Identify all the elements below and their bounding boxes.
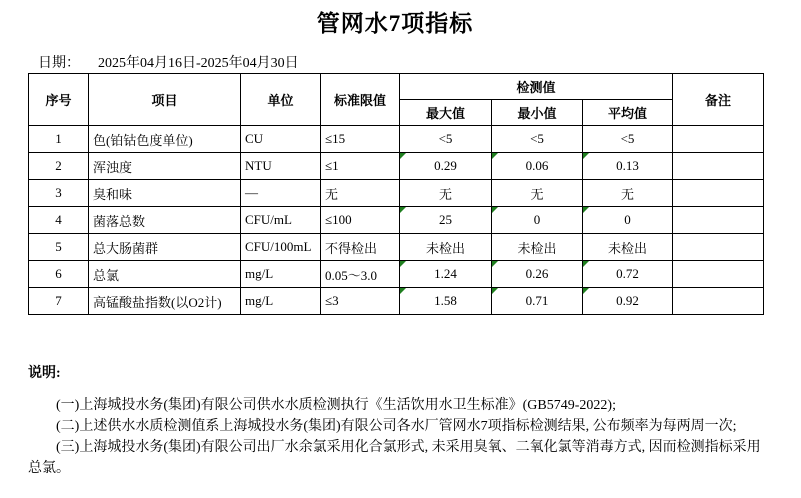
cell-min-value: 0 xyxy=(533,212,541,227)
cell-min-value: 无 xyxy=(530,186,544,202)
cell-max xyxy=(400,207,492,234)
cell-min-value: 0.71 xyxy=(525,293,549,308)
cell-avg xyxy=(583,234,673,261)
header-detection-group: 检测值 xyxy=(400,74,673,100)
table-header xyxy=(29,74,764,126)
excel-flag-triangle-icon xyxy=(400,261,406,267)
cell-max xyxy=(400,261,492,288)
cell-avg-value: 无 xyxy=(621,186,635,202)
header-remark: 备注 xyxy=(673,74,764,126)
cell-max xyxy=(400,234,492,261)
cell-min xyxy=(492,126,583,153)
cell-item: 总大肠菌群 xyxy=(89,234,241,261)
table-row xyxy=(29,207,764,234)
cell-min-value: 未检出 xyxy=(517,240,557,256)
cell-unit: CFU/100mL xyxy=(241,234,321,261)
cell-limit: 0.05～3.0 xyxy=(321,261,400,288)
header-min: 最小值 xyxy=(492,100,583,126)
excel-flag-triangle-icon xyxy=(400,153,406,159)
header-avg: 平均值 xyxy=(583,100,673,126)
cell-min-value: 0.06 xyxy=(525,158,549,173)
notes-heading: 说明: xyxy=(28,366,61,381)
cell-item: 高锰酸盐指数(以O2计) xyxy=(89,288,241,315)
cell-avg xyxy=(583,207,673,234)
cell-max xyxy=(400,126,492,153)
table-row xyxy=(29,180,764,207)
table-row xyxy=(29,126,764,153)
cell-avg-value: 0 xyxy=(624,212,631,227)
excel-flag-triangle-icon xyxy=(492,207,498,213)
page-title: 管网水7项指标 xyxy=(316,11,474,36)
cell-max-value: <5 xyxy=(438,131,453,146)
cell-remark xyxy=(673,153,764,180)
date-value: 2025年04月16日-2025年04月30日 xyxy=(98,56,299,71)
cell-seq: 7 xyxy=(29,288,89,315)
note-item-1: (一)上海城投水务(集团)有限公司供水水质检测执行《生活饮用水卫生标准》(GB5749-2022); xyxy=(56,398,616,413)
cell-max xyxy=(400,153,492,180)
excel-flag-triangle-icon xyxy=(492,153,498,159)
cell-min xyxy=(492,153,583,180)
cell-seq: 6 xyxy=(29,261,89,288)
cell-min xyxy=(492,207,583,234)
cell-limit: ≤1 xyxy=(321,153,400,180)
cell-seq: 3 xyxy=(29,180,89,207)
table-row xyxy=(29,234,764,261)
cell-remark xyxy=(673,288,764,315)
cell-avg-value: 0.72 xyxy=(616,266,639,281)
cell-min xyxy=(492,180,583,207)
cell-avg xyxy=(583,261,673,288)
cell-remark xyxy=(673,234,764,261)
header-limit: 标准限值 xyxy=(321,74,400,126)
header-unit: 单位 xyxy=(241,74,321,126)
note-item-2: (二)上述供水水质检测值系上海城投水务(集团)有限公司各水厂管网水7项指标检测结果, 公布频率为每两周一次; xyxy=(56,419,737,434)
cell-avg xyxy=(583,288,673,315)
cell-unit: NTU xyxy=(241,153,321,180)
table-body xyxy=(29,126,764,315)
cell-remark xyxy=(673,261,764,288)
cell-seq: 1 xyxy=(29,126,89,153)
cell-remark xyxy=(673,126,764,153)
excel-flag-triangle-icon xyxy=(492,288,498,294)
cell-item: 浑浊度 xyxy=(89,153,241,180)
cell-item: 总氯 xyxy=(89,261,241,288)
cell-seq: 4 xyxy=(29,207,89,234)
notes-body xyxy=(28,395,773,479)
excel-flag-triangle-icon xyxy=(492,261,498,267)
cell-max-value: 0.29 xyxy=(434,158,457,173)
excel-flag-triangle-icon xyxy=(400,207,406,213)
cell-unit: CFU/mL xyxy=(241,207,321,234)
date-row xyxy=(38,51,801,73)
excel-flag-triangle-icon xyxy=(400,288,406,294)
cell-max xyxy=(400,288,492,315)
table-row xyxy=(29,153,764,180)
cell-item: 菌落总数 xyxy=(89,207,241,234)
cell-seq: 5 xyxy=(29,234,89,261)
cell-limit: ≤100 xyxy=(321,207,400,234)
cell-remark xyxy=(673,180,764,207)
cell-min-value: <5 xyxy=(530,131,544,146)
cell-unit: mg/L xyxy=(241,288,321,315)
cell-max-value: 1.58 xyxy=(434,293,457,308)
cell-avg xyxy=(583,126,673,153)
cell-avg-value: 0.92 xyxy=(616,293,639,308)
cell-max xyxy=(400,180,492,207)
cell-avg xyxy=(583,180,673,207)
notes-section xyxy=(28,362,773,479)
cell-item: 色(铂钴色度单位) xyxy=(89,126,241,153)
cell-avg xyxy=(583,153,673,180)
cell-avg-value: 未检出 xyxy=(608,240,648,256)
table-row xyxy=(29,261,764,288)
excel-flag-triangle-icon xyxy=(583,207,589,213)
note-item-3: (三)上海城投水务(集团)有限公司出厂水余氯采用化合氯形式, 未采用臭氧、二氧化氯等消毒方式, 因而检测指标采用总氯。 xyxy=(28,440,761,476)
cell-max-value: 未检出 xyxy=(425,240,465,256)
indicators-table xyxy=(28,73,764,315)
cell-limit: ≤15 xyxy=(321,126,400,153)
cell-avg-value: 0.13 xyxy=(616,158,639,173)
header-max: 最大值 xyxy=(400,100,492,126)
cell-limit: 无 xyxy=(321,180,400,207)
cell-min xyxy=(492,234,583,261)
cell-unit: CU xyxy=(241,126,321,153)
cell-max-value: 25 xyxy=(439,212,452,227)
cell-limit: ≤3 xyxy=(321,288,400,315)
cell-max-value: 无 xyxy=(438,186,452,202)
cell-min xyxy=(492,288,583,315)
header-seq: 序号 xyxy=(29,74,89,126)
excel-flag-triangle-icon xyxy=(583,153,589,159)
date-label: 日期： xyxy=(38,56,80,71)
cell-limit: 不得检出 xyxy=(321,234,400,261)
table-row xyxy=(29,288,764,315)
cell-avg-value: <5 xyxy=(620,131,635,146)
cell-min xyxy=(492,261,583,288)
cell-min-value: 0.26 xyxy=(525,266,549,281)
cell-item: 臭和味 xyxy=(89,180,241,207)
header-item: 项目 xyxy=(89,74,241,126)
cell-remark xyxy=(673,207,764,234)
cell-seq: 2 xyxy=(29,153,89,180)
excel-flag-triangle-icon xyxy=(583,261,589,267)
cell-max-value: 1.24 xyxy=(434,266,457,281)
excel-flag-triangle-icon xyxy=(583,288,589,294)
cell-unit: — xyxy=(241,180,321,207)
cell-unit: mg/L xyxy=(241,261,321,288)
